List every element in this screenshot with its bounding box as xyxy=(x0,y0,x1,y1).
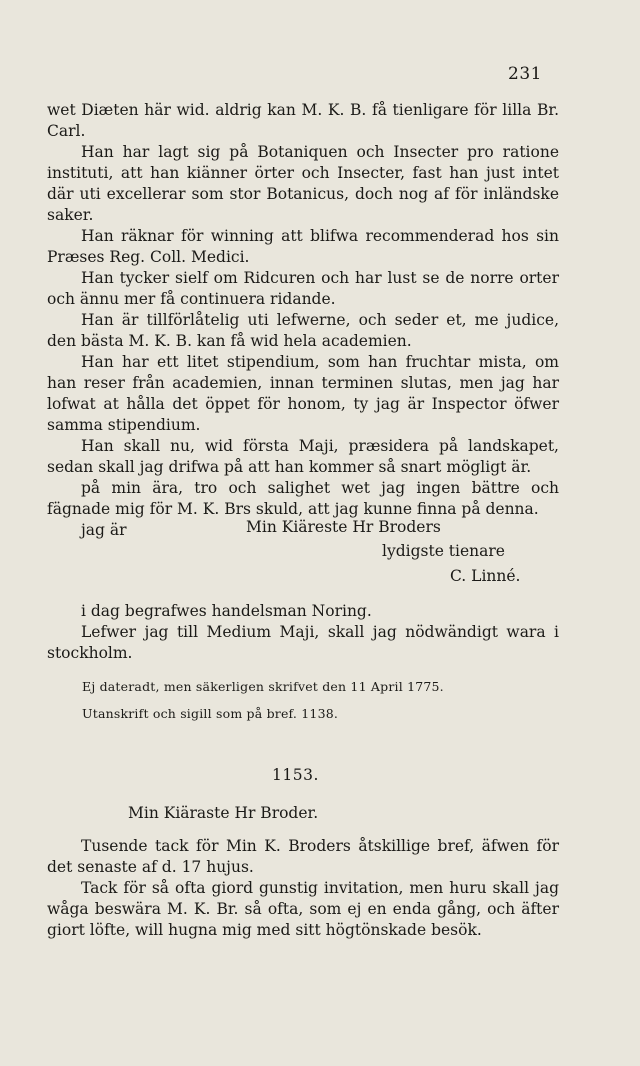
postscript xyxy=(47,601,559,664)
salutation: Min Kiäraste Hr Broder. xyxy=(128,804,319,822)
paragraph: Han har lagt sig på Botaniquen och Insecter pro ratione instituti, att han kiänner örter och Insecter, fast han just intet där uti excellerar som stor Botanicus, doch nog af för inländske saker. xyxy=(47,143,559,224)
paragraph: Han är tillförlåtelig uti lefwerne, och seder et, me judice, den bästa M. K. B. kan få wid hela academien. xyxy=(47,311,559,350)
paragraph: Han skall nu, wid första Maji, præsidera på landskapet, sedan skall jag drifwa på att han kommer så snart mögligt är. xyxy=(47,437,559,476)
letter-body xyxy=(47,836,559,941)
paragraph: wet Diæten här wid. aldrig kan M. K. B. få tienligare för lilla Br. Carl. xyxy=(47,101,559,140)
signature: C. Linné. xyxy=(450,567,521,585)
jag-ar-line: jag är xyxy=(81,521,127,539)
paragraph: Han räknar för winning att blifwa recommenderad hos sin Præses Reg. Coll. Medici. xyxy=(47,227,559,266)
paragraph: Han har ett litet stipendium, som han fruchtar mista, om han reser från academien, innan terminen slutas, men jag har lofwat at hålla det öppet för honom, ty jag är Inspector öfwer samma stipendium. xyxy=(47,353,559,434)
closing-subscription: lydigste tienare xyxy=(382,542,505,560)
letter-body xyxy=(47,100,559,541)
closing-line: Min Kiäreste Hr Broders xyxy=(246,518,441,536)
postscript-line: i dag begrafwes handelsman Noring. xyxy=(81,602,372,620)
editorial-note-date: Ej dateradt, men säkerligen skrifvet den 11 April 1775. xyxy=(82,679,444,694)
postscript-line: Lefwer jag till Medium Maji, skall jag nödwändigt wara i stockholm. xyxy=(47,623,559,662)
editorial-note-seal: Utanskrift och sigill som på bref. 1138. xyxy=(82,706,339,721)
page-number: 231 xyxy=(508,64,542,84)
paragraph: Tusende tack för Min K. Broders åtskillige bref, äfwen för det senaste af d. 17 hujus. xyxy=(47,837,559,876)
letter-number: 1153. xyxy=(272,766,319,784)
paragraph: Tack för så ofta giord gunstig invitation, men huru skall jag wåga beswära M. K. Br. så ofta, som ej en enda gång, och äfter giort löfte, will hugna mig med sitt högtönskade besök. xyxy=(47,879,559,939)
paragraph: på min ära, tro och salighet wet jag ingen bättre och fägnade mig för M. K. Brs skuld, att jag kunne finna på denna. xyxy=(47,479,559,518)
paragraph: Han tycker sielf om Ridcuren och har lust se de norre orter och ännu mer få continuera ridande. xyxy=(47,269,559,308)
